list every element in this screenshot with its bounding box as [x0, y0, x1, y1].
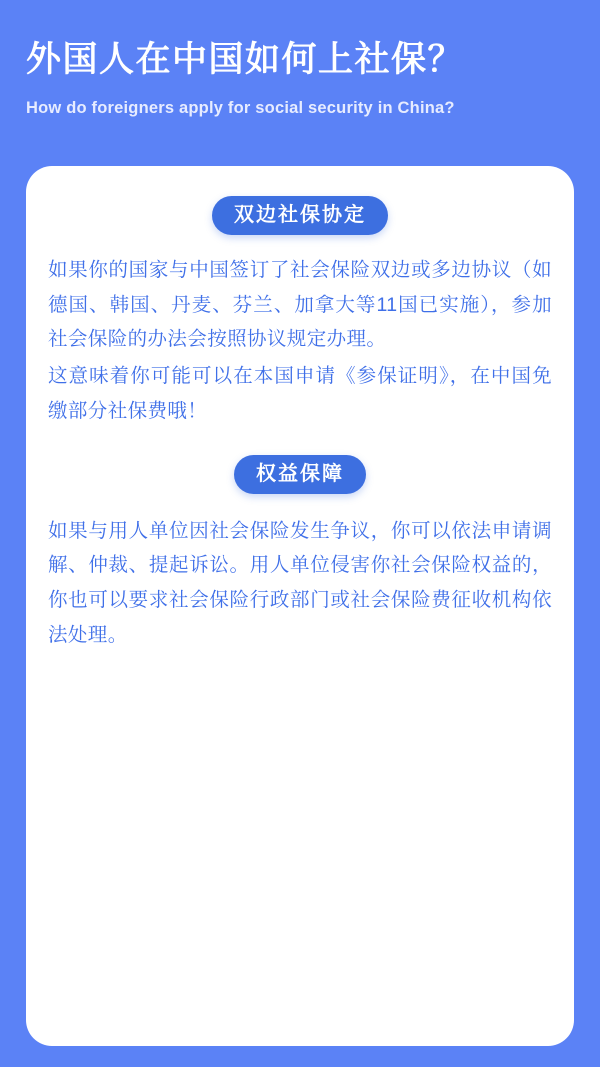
page-title: 外国人在中国如何上社保？	[26, 40, 465, 79]
paragraph-rights-1: 如果与用人单位因社会保险发生争议，你可以依法申请调解、仲裁、提起诉讼。用人单位侵害你社会保险权益的，你也可以要求社会保险行政部门或社会保险费征收机构依法处理。	[48, 519, 552, 646]
section-rights-protection	[48, 455, 552, 653]
section-bilateral-agreement	[48, 196, 552, 429]
badge-wrap-rights	[48, 455, 552, 494]
section-badge-rights: 权益保障	[234, 455, 366, 494]
badge-wrap-bilateral	[48, 196, 552, 235]
page-subtitle: How do foreigners apply for social security in China?	[26, 98, 455, 117]
poster-header	[0, 0, 600, 119]
content-card	[26, 166, 574, 1046]
section-badge-bilateral: 双边社保协定	[212, 196, 388, 235]
paragraph-bilateral-2: 这意味着你可能可以在本国申请《参保证明》，在中国免缴部分社保费哦！	[48, 365, 552, 422]
paragraph-bilateral-1: 如果你的国家与中国签订了社会保险双边或多边协议（如德国、韩国、丹麦、芬兰、加拿大等11国已实施），参加社会保险的办法会按照协议规定办理。	[48, 259, 552, 351]
